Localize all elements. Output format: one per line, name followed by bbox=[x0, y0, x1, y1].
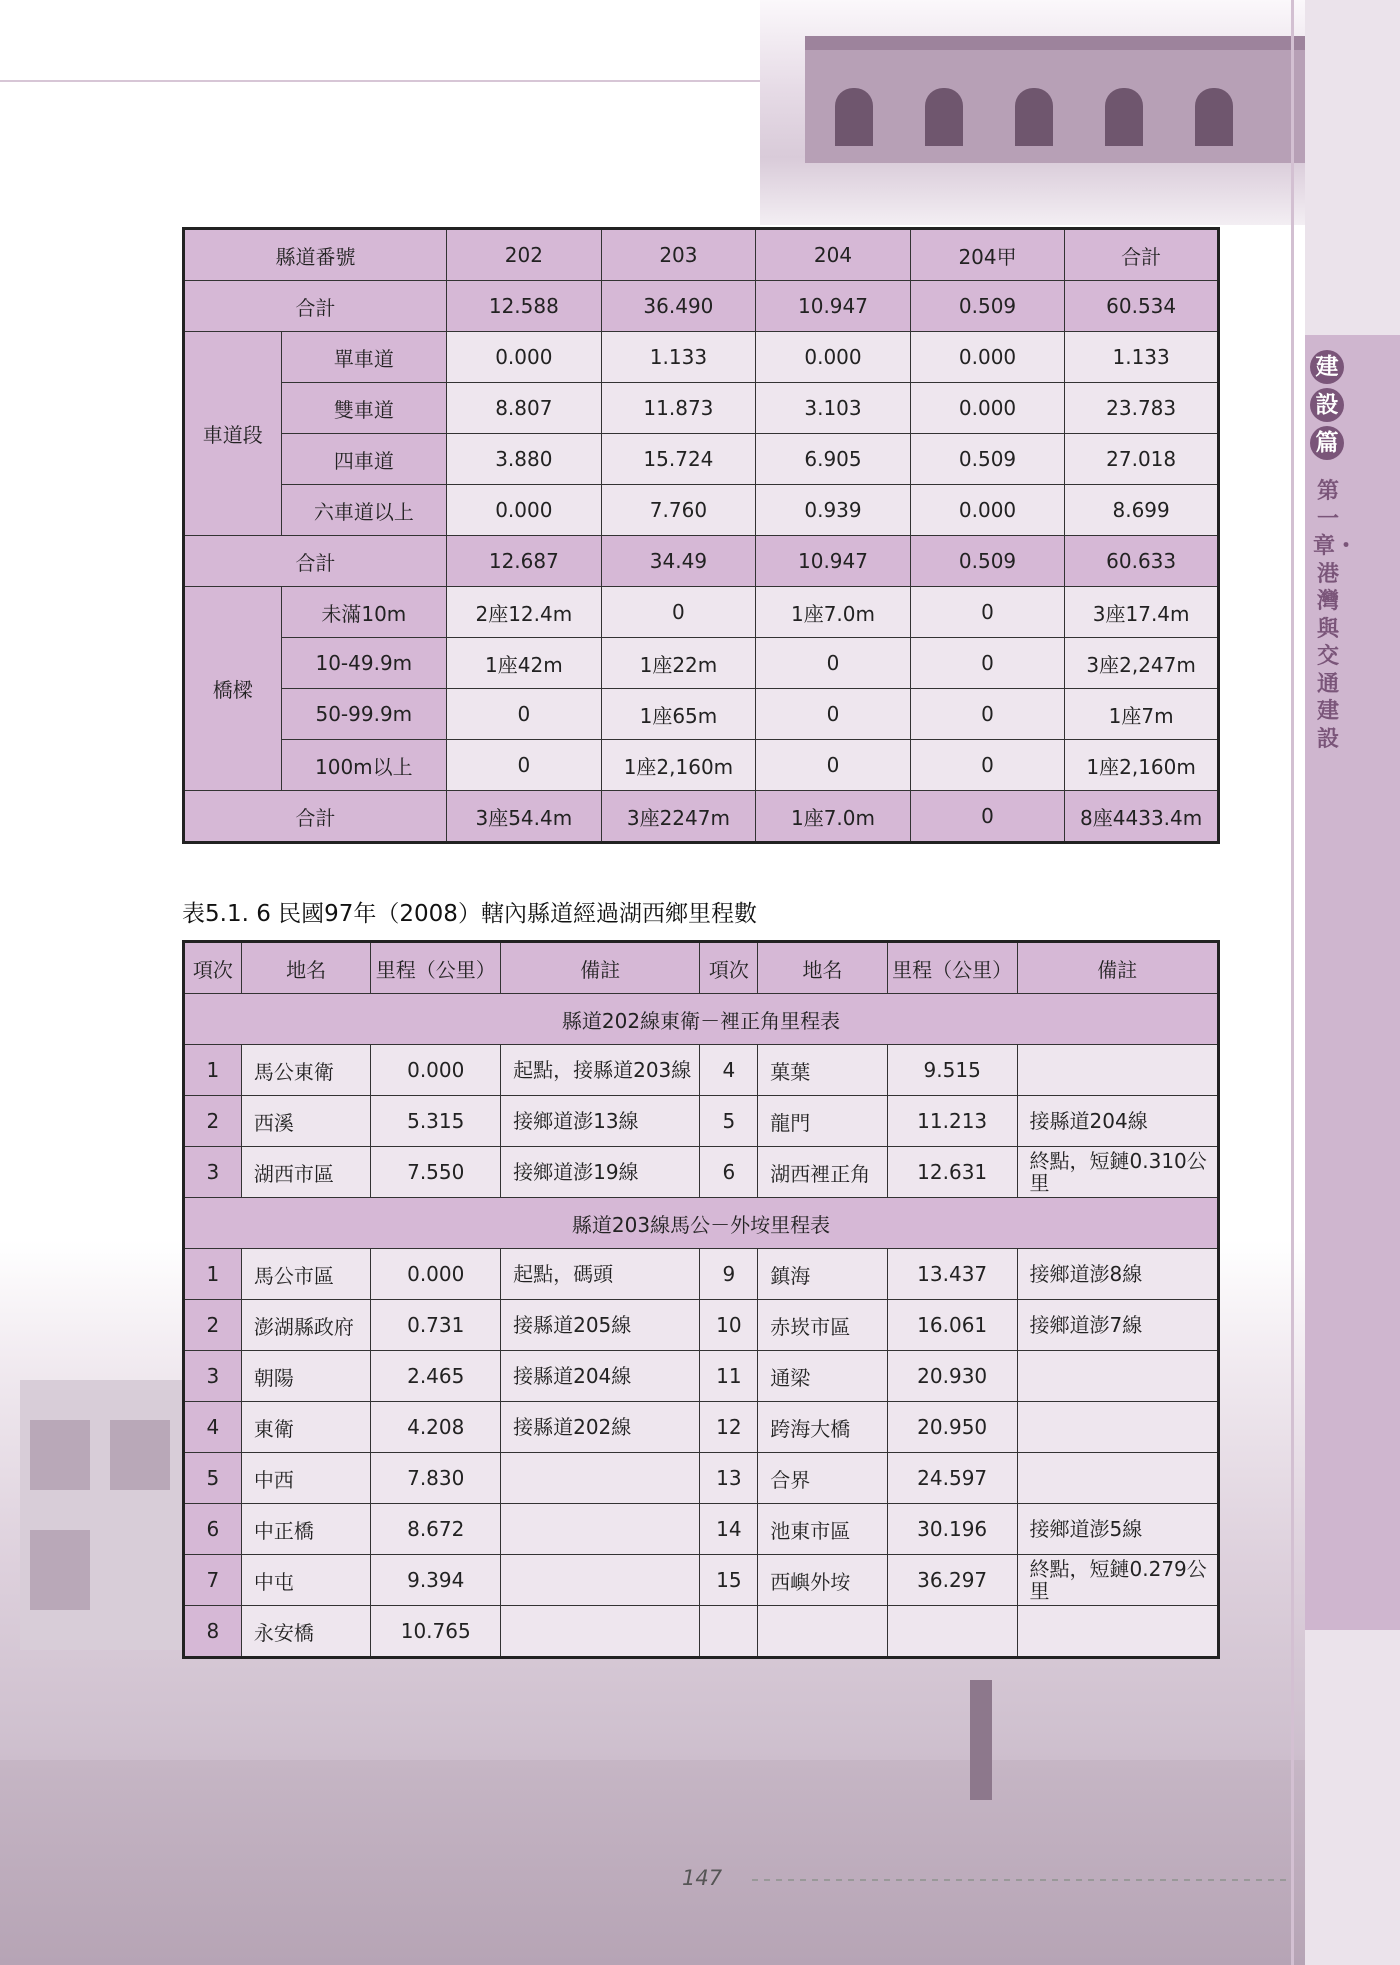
top-rule bbox=[0, 80, 795, 82]
row-label: 合計 bbox=[184, 281, 447, 332]
table-row bbox=[184, 638, 1219, 689]
table-cell: 11.873 bbox=[601, 383, 756, 434]
header-cell: 地名 bbox=[758, 942, 888, 994]
side-rule bbox=[1291, 0, 1294, 1965]
table-cell: 0.000 bbox=[371, 1045, 501, 1096]
table-cell: 11 bbox=[700, 1351, 758, 1402]
table-cell: 0.731 bbox=[371, 1300, 501, 1351]
section-title: 縣道202線東衛－裡正角里程表 bbox=[184, 994, 1219, 1045]
table-cell: 西嶼外垵 bbox=[758, 1555, 888, 1606]
table-cell: 0.000 bbox=[447, 332, 602, 383]
table-cell: 12.588 bbox=[447, 281, 602, 332]
table-row bbox=[184, 332, 1219, 383]
table-cell: 1.133 bbox=[1065, 332, 1219, 383]
table-cell: 0 bbox=[910, 740, 1065, 791]
table-cell: 0.000 bbox=[447, 485, 602, 536]
table-cell: 8 bbox=[184, 1606, 242, 1658]
table-cell: 永安橋 bbox=[241, 1606, 371, 1658]
table-cell: 7.550 bbox=[371, 1147, 501, 1198]
header-cell: 合計 bbox=[1065, 229, 1219, 281]
row-label: 100m以上 bbox=[281, 740, 446, 791]
table-row bbox=[184, 485, 1219, 536]
table-cell: 5 bbox=[700, 1096, 758, 1147]
table-cell bbox=[501, 1606, 700, 1658]
table-cell bbox=[1017, 1606, 1218, 1658]
table-caption: 表5.1. 6 民國97年（2008）轄內縣道經過湖西鄉里程數 bbox=[182, 901, 757, 927]
table-cell: 0.000 bbox=[910, 332, 1065, 383]
section-label bbox=[1310, 350, 1346, 464]
table-cell: 2.465 bbox=[371, 1351, 501, 1402]
table-cell: 60.633 bbox=[1065, 536, 1219, 587]
table-cell: 9 bbox=[700, 1249, 758, 1300]
table-cell: 0.000 bbox=[371, 1249, 501, 1300]
table-cell bbox=[501, 1504, 700, 1555]
table-cell: 馬公東衛 bbox=[241, 1045, 371, 1096]
table-cell: 3座2247m bbox=[601, 791, 756, 843]
table-cell: 5 bbox=[184, 1453, 242, 1504]
table-cell: 湖西裡正角 bbox=[758, 1147, 888, 1198]
section-title-row bbox=[184, 994, 1219, 1045]
table-cell: 1座7.0m bbox=[756, 587, 911, 638]
table-cell: 3.103 bbox=[756, 383, 911, 434]
table-cell: 中正橋 bbox=[241, 1504, 371, 1555]
table-cell: 14 bbox=[700, 1504, 758, 1555]
table-cell bbox=[501, 1555, 700, 1606]
table-cell: 1座2,160m bbox=[601, 740, 756, 791]
table-cell: 0 bbox=[756, 740, 911, 791]
table-cell: 10.947 bbox=[756, 536, 911, 587]
section-char: 設 bbox=[1310, 388, 1344, 422]
table-cell: 0.509 bbox=[910, 281, 1065, 332]
table-cell: 60.534 bbox=[1065, 281, 1219, 332]
table-cell: 東衛 bbox=[241, 1402, 371, 1453]
header-cell: 里程（公里） bbox=[371, 942, 501, 994]
table-cell: 1座65m bbox=[601, 689, 756, 740]
row-label: 單車道 bbox=[281, 332, 446, 383]
table-cell: 13.437 bbox=[887, 1249, 1017, 1300]
table-cell bbox=[1017, 1351, 1218, 1402]
row-label: 50-99.9m bbox=[281, 689, 446, 740]
table-row bbox=[184, 1504, 1219, 1555]
table-cell bbox=[1017, 1453, 1218, 1504]
table-cell: 0 bbox=[910, 638, 1065, 689]
table-row bbox=[184, 434, 1219, 485]
table-cell: 6 bbox=[184, 1504, 242, 1555]
table-cell: 中屯 bbox=[241, 1555, 371, 1606]
table-cell: 3座2,247m bbox=[1065, 638, 1219, 689]
table-row bbox=[184, 1453, 1219, 1504]
table-cell: 0 bbox=[447, 689, 602, 740]
row-label: 合計 bbox=[184, 791, 447, 843]
table-cell: 27.018 bbox=[1065, 434, 1219, 485]
table-cell: 20.950 bbox=[887, 1402, 1017, 1453]
table-cell: 13 bbox=[700, 1453, 758, 1504]
table-cell: 8.807 bbox=[447, 383, 602, 434]
table-cell: 0.000 bbox=[756, 332, 911, 383]
table-cell: 0.000 bbox=[910, 485, 1065, 536]
header-cell: 地名 bbox=[241, 942, 371, 994]
header-cell: 203 bbox=[601, 229, 756, 281]
table-cell: 3 bbox=[184, 1351, 242, 1402]
table-cell: 合界 bbox=[758, 1453, 888, 1504]
table-row bbox=[184, 689, 1219, 740]
mileage-table bbox=[182, 940, 1220, 1659]
table-cell: 接縣道204線 bbox=[1017, 1096, 1218, 1147]
table-cell: 3.880 bbox=[447, 434, 602, 485]
header-cell: 項次 bbox=[700, 942, 758, 994]
table-cell: 5.315 bbox=[371, 1096, 501, 1147]
header-cell: 項次 bbox=[184, 942, 242, 994]
group-label: 橋樑 bbox=[184, 587, 282, 791]
table-cell: 12.687 bbox=[447, 536, 602, 587]
table-cell: 馬公市區 bbox=[241, 1249, 371, 1300]
table-cell: 赤崁市區 bbox=[758, 1300, 888, 1351]
table-cell: 池東市區 bbox=[758, 1504, 888, 1555]
section-char: 建 bbox=[1310, 350, 1344, 384]
table-cell: 10.765 bbox=[371, 1606, 501, 1658]
table-row bbox=[184, 740, 1219, 791]
section-title-row bbox=[184, 1198, 1219, 1249]
header-cell: 204甲 bbox=[910, 229, 1065, 281]
table-row bbox=[184, 587, 1219, 638]
table-cell: 8.699 bbox=[1065, 485, 1219, 536]
table-cell: 0 bbox=[910, 689, 1065, 740]
table-row bbox=[184, 1045, 1219, 1096]
building-image bbox=[805, 48, 1305, 163]
table-cell: 中西 bbox=[241, 1453, 371, 1504]
table-cell: 8座4433.4m bbox=[1065, 791, 1219, 843]
table-cell: 菓葉 bbox=[758, 1045, 888, 1096]
footer-rule bbox=[752, 1879, 1292, 1881]
chapter-title: 第一章・港灣與交通建設 bbox=[1313, 478, 1358, 752]
table-cell: 終點，短鏈0.279公里 bbox=[1017, 1555, 1218, 1606]
table-cell: 34.49 bbox=[601, 536, 756, 587]
header-cell: 縣道番號 bbox=[184, 229, 447, 281]
page-number: 147 bbox=[682, 1866, 723, 1890]
table-cell: 4 bbox=[700, 1045, 758, 1096]
table-cell: 接縣道205線 bbox=[501, 1300, 700, 1351]
table-cell: 1座2,160m bbox=[1065, 740, 1219, 791]
table-cell: 2 bbox=[184, 1300, 242, 1351]
table-cell bbox=[1017, 1402, 1218, 1453]
table-cell: 0 bbox=[756, 638, 911, 689]
table-cell: 36.297 bbox=[887, 1555, 1017, 1606]
header-cell: 備註 bbox=[501, 942, 700, 994]
table-cell: 接縣道204線 bbox=[501, 1351, 700, 1402]
table-cell: 12.631 bbox=[887, 1147, 1017, 1198]
header-cell: 里程（公里） bbox=[887, 942, 1017, 994]
table-cell: 通梁 bbox=[758, 1351, 888, 1402]
table-cell: 4.208 bbox=[371, 1402, 501, 1453]
row-label: 四車道 bbox=[281, 434, 446, 485]
table-cell: 9.515 bbox=[887, 1045, 1017, 1096]
table-cell: 0.939 bbox=[756, 485, 911, 536]
table-cell: 1.133 bbox=[601, 332, 756, 383]
row-label: 雙車道 bbox=[281, 383, 446, 434]
table-header-row bbox=[184, 229, 1219, 281]
table-cell: 1 bbox=[184, 1045, 242, 1096]
row-label: 10-49.9m bbox=[281, 638, 446, 689]
table-cell: 湖西市區 bbox=[241, 1147, 371, 1198]
table-cell: 終點，短鏈0.310公里 bbox=[1017, 1147, 1218, 1198]
table-cell: 10 bbox=[700, 1300, 758, 1351]
table-cell: 9.394 bbox=[371, 1555, 501, 1606]
table-cell: 西溪 bbox=[241, 1096, 371, 1147]
table-row bbox=[184, 1555, 1219, 1606]
table-cell: 0 bbox=[910, 791, 1065, 843]
header-cell: 202 bbox=[447, 229, 602, 281]
table-cell: 7 bbox=[184, 1555, 242, 1606]
table-cell bbox=[758, 1606, 888, 1658]
table-cell: 0 bbox=[601, 587, 756, 638]
row-label: 未滿10m bbox=[281, 587, 446, 638]
table-cell: 0.000 bbox=[910, 383, 1065, 434]
section-char: 篇 bbox=[1310, 426, 1344, 460]
table-cell: 15 bbox=[700, 1555, 758, 1606]
table-row bbox=[184, 1606, 1219, 1658]
table-cell: 7.830 bbox=[371, 1453, 501, 1504]
table-row bbox=[184, 1249, 1219, 1300]
table-cell: 0.509 bbox=[910, 434, 1065, 485]
table-cell: 1 bbox=[184, 1249, 242, 1300]
table-cell: 鎮海 bbox=[758, 1249, 888, 1300]
table-row bbox=[184, 1402, 1219, 1453]
table-cell: 澎湖縣政府 bbox=[241, 1300, 371, 1351]
table-cell: 10.947 bbox=[756, 281, 911, 332]
table-cell: 12 bbox=[700, 1402, 758, 1453]
table-cell: 0 bbox=[447, 740, 602, 791]
table-cell bbox=[1017, 1045, 1218, 1096]
table-row bbox=[184, 1147, 1219, 1198]
header-cell: 備註 bbox=[1017, 942, 1218, 994]
table-cell: 接縣道202線 bbox=[501, 1402, 700, 1453]
table-cell: 2座12.4m bbox=[447, 587, 602, 638]
table-row bbox=[184, 1096, 1219, 1147]
header-cell: 204 bbox=[756, 229, 911, 281]
table-cell: 15.724 bbox=[601, 434, 756, 485]
table-cell: 接鄉道澎13線 bbox=[501, 1096, 700, 1147]
table-cell: 朝陽 bbox=[241, 1351, 371, 1402]
table-cell: 跨海大橋 bbox=[758, 1402, 888, 1453]
table-cell: 6 bbox=[700, 1147, 758, 1198]
table-cell: 2 bbox=[184, 1096, 242, 1147]
table-cell: 30.196 bbox=[887, 1504, 1017, 1555]
table-cell: 3座17.4m bbox=[1065, 587, 1219, 638]
table-row bbox=[184, 1351, 1219, 1402]
table-cell: 24.597 bbox=[887, 1453, 1017, 1504]
total-row bbox=[184, 281, 1219, 332]
table-cell: 0 bbox=[910, 587, 1065, 638]
total-row bbox=[184, 791, 1219, 843]
table-cell bbox=[887, 1606, 1017, 1658]
table-cell bbox=[501, 1453, 700, 1504]
county-road-table bbox=[182, 227, 1220, 844]
table-cell: 20.930 bbox=[887, 1351, 1017, 1402]
table-cell: 6.905 bbox=[756, 434, 911, 485]
table-cell: 接鄉道澎5線 bbox=[1017, 1504, 1218, 1555]
table-cell bbox=[700, 1606, 758, 1658]
table-cell: 7.760 bbox=[601, 485, 756, 536]
table-cell: 16.061 bbox=[887, 1300, 1017, 1351]
table-cell: 1座7m bbox=[1065, 689, 1219, 740]
table-cell: 1座22m bbox=[601, 638, 756, 689]
table-header-row bbox=[184, 942, 1219, 994]
table-cell: 接鄉道澎19線 bbox=[501, 1147, 700, 1198]
table-cell: 起點，接縣道203線 bbox=[501, 1045, 700, 1096]
table-cell: 0 bbox=[756, 689, 911, 740]
building-photo-top bbox=[760, 0, 1305, 225]
group-label: 車道段 bbox=[184, 332, 282, 536]
section-title: 縣道203線馬公－外垵里程表 bbox=[184, 1198, 1219, 1249]
table-cell: 1座42m bbox=[447, 638, 602, 689]
row-label: 六車道以上 bbox=[281, 485, 446, 536]
table-cell: 3座54.4m bbox=[447, 791, 602, 843]
table-cell: 接鄉道澎7線 bbox=[1017, 1300, 1218, 1351]
table-cell: 0.509 bbox=[910, 536, 1065, 587]
table-row bbox=[184, 1300, 1219, 1351]
total-row bbox=[184, 536, 1219, 587]
table-cell: 11.213 bbox=[887, 1096, 1017, 1147]
table-cell: 起點，碼頭 bbox=[501, 1249, 700, 1300]
table-cell: 3 bbox=[184, 1147, 242, 1198]
table-cell: 龍門 bbox=[758, 1096, 888, 1147]
row-label: 合計 bbox=[184, 536, 447, 587]
table-cell: 接鄉道澎8線 bbox=[1017, 1249, 1218, 1300]
table-cell: 1座7.0m bbox=[756, 791, 911, 843]
table-row bbox=[184, 383, 1219, 434]
table-cell: 8.672 bbox=[371, 1504, 501, 1555]
table-cell: 4 bbox=[184, 1402, 242, 1453]
table-cell: 23.783 bbox=[1065, 383, 1219, 434]
table-cell: 36.490 bbox=[601, 281, 756, 332]
